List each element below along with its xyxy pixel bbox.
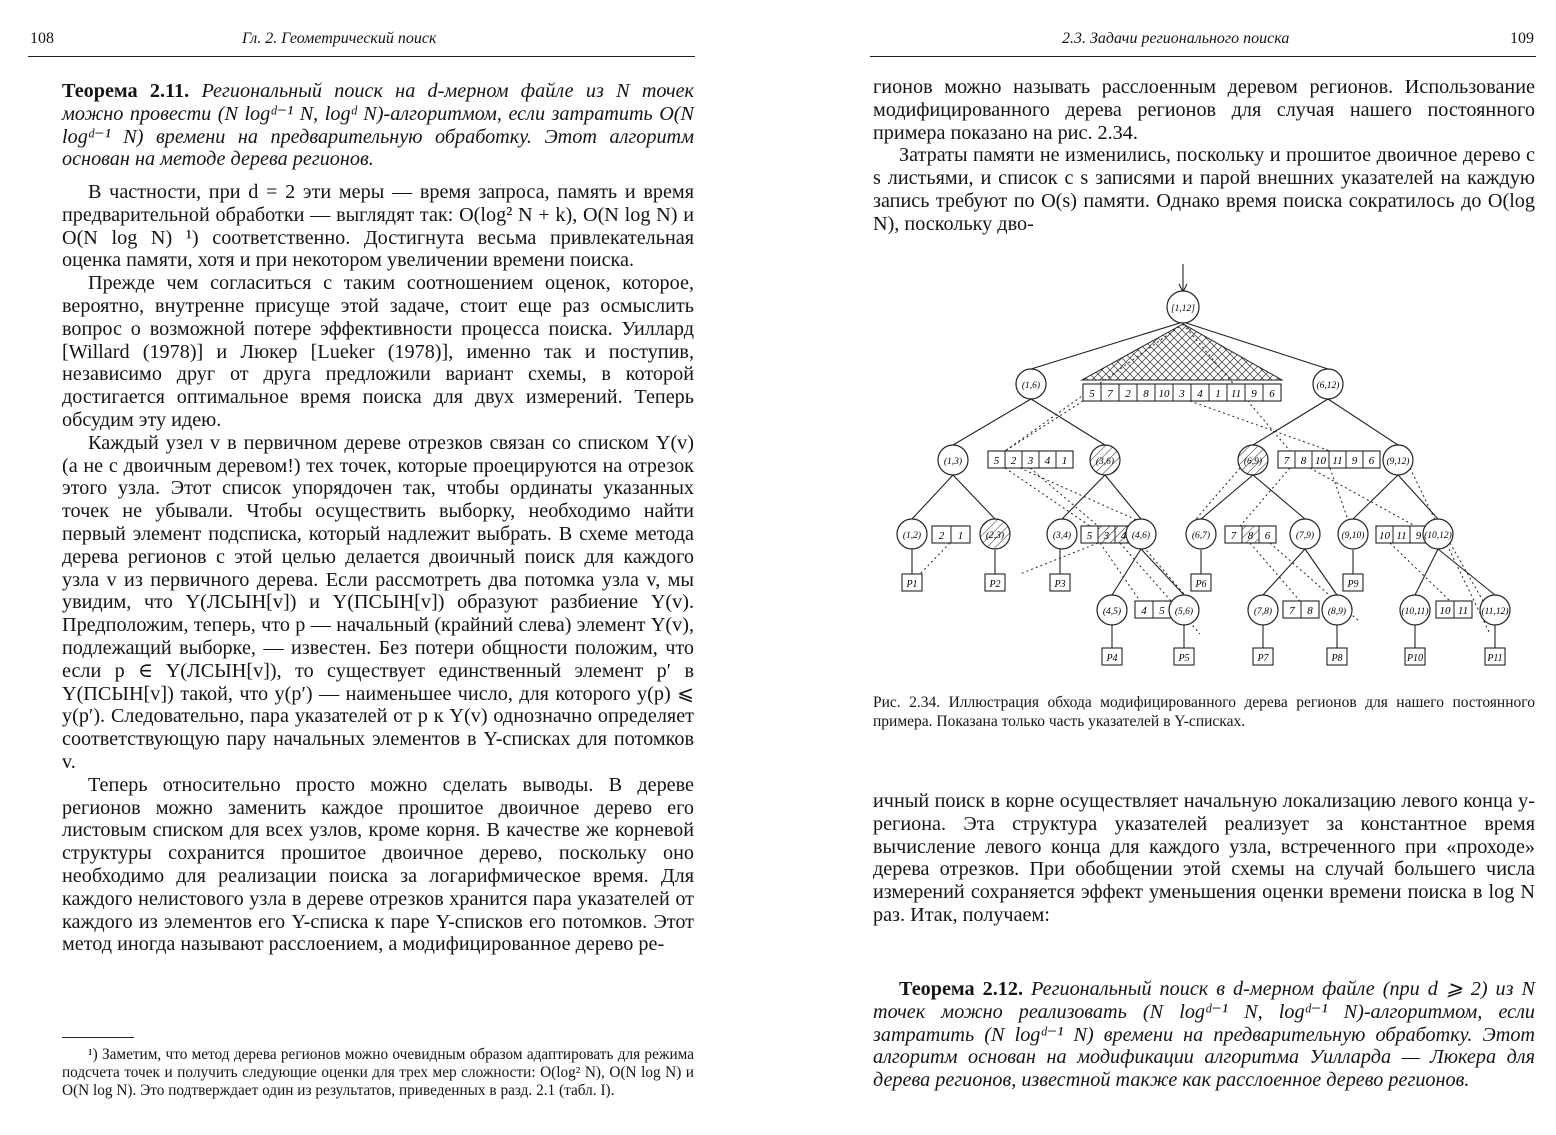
list-1-6-cell: 5 (993, 455, 1000, 467)
list-1-6-cell: 3 (1027, 455, 1034, 467)
list-1-6-cell: 2 (1010, 455, 1017, 467)
theorem-2-12-label: Теорема 2.12. (899, 978, 1024, 1000)
right-paragraph-3: ичный поиск в корне осуществляет начальную локализацию левого конца y-региона. Эта структура указателей реализует за константное время вычисление левого конца для каждого узла, встреченного при «проходе» дерева отрезков. При обобщении этой схемы на случай большего числа измерений сохраняется эффект уменьшения оценки времени поиска в log N раз. Итак, получаем: (873, 790, 1535, 926)
list-pointer (920, 543, 950, 574)
list-pointer (1250, 543, 1300, 601)
list-pointer (1100, 543, 1140, 601)
right-running-head: 2.3. Задачи регионального поиска (1062, 30, 1290, 47)
root-list-cell: 4 (1197, 388, 1203, 400)
point-label: P8 (1331, 653, 1343, 664)
tree-edge (1398, 475, 1438, 519)
threaded-tree-triangle (1082, 324, 1282, 380)
footnote-text: ¹) Заметим, что метод дерева регионов можно очевидным образом адаптировать для режима подсчета точек и получить следующие оценки для трех мер сложности: O(log² N), O(N log N) и O(N log N). Это подтверждает один из результатов, приведенных в разд. 2.1 (табл. I). (62, 1046, 694, 1100)
right-paragraph-1: гионов можно называть расслоенным деревом регионов. Использование модифицированного дерева регионов для случая нашего постоянного примера показано на рис. 2.34. (873, 76, 1535, 144)
theorem-2-11-label: Теорема 2.11. (62, 80, 190, 102)
list-6-12-cell: 10 (1315, 455, 1326, 467)
point-label: P6 (1195, 579, 1207, 590)
theorem-2-12-text: Региональный поиск в d-мерном файле (при d ⩾ 2) из N точек можно реализовать (N logᵈ⁻¹ N, logᵈ⁻¹ N)-алгоритмом, если затратить (N logᵈ⁻¹ N) времени на предварительную обработку. Этот алгоритм основан на модификации алгоритма Уилларда — Люкера для дерева регионов, известной также как расслоенное дерево регионов. (873, 978, 1535, 1092)
root-list-cell: 1 (1215, 388, 1221, 400)
tree-node-label: (4,5) (1102, 607, 1122, 617)
tree-node-label: (6,9) (1243, 457, 1263, 467)
list-1-6-cell: 4 (1044, 455, 1051, 467)
tree-edge (1105, 475, 1141, 519)
point-label: P11 (1487, 653, 1503, 664)
root-list-cell: 2 (1125, 388, 1131, 400)
tree-edge (1062, 475, 1105, 519)
tree-edge (1328, 399, 1398, 445)
footnote-rule (62, 1037, 134, 1038)
left-paragraph-3: Каждый узел v в первичном дереве отрезков связан со списком Y(v) (а не с двоичным деревом!) тех точек, которые проецируются на отрезок этого узла. Этот список упорядочен так, чтобы ординаты указанных точек не убывали. Чтобы осуществить выборку, необходимо найти первый элемент подсписка, который надлежит выбрать. В схеме метода дерева регионов с этой целью делается двоичный поиск для каждого узла v из первичного дерева. Если рассмотреть два потомка узла v, мы увидим, что Y(ЛСЫН[v]) и Y(ПСЫН[v]) образуют разбиение Y(v). Предположим, теперь, что p — начальный (крайний слева) элемент Y(v), подлежащий выборке, — известен. Без потери общности положим, что если p ∈ Y(ЛСЫН[v]), то существует единственный элемент p′ в Y(ПСЫН[v]) такой, что y(p′) — наименьшее число, для которого y(p) ⩽ y(p′). Следовательно, пара указателей от p к Y(v) однозначно определяет соответствующую пару начальных элементов в Y-списках для потомков v. (62, 431, 694, 773)
tree-node-label: (5,6) (1174, 607, 1194, 617)
list-pointer (1240, 468, 1290, 526)
root-list-cell: 7 (1107, 388, 1113, 400)
list-6-9-cell: 6 (1264, 530, 1271, 542)
left-running-head: Гл. 2. Геометрический поиск (242, 30, 437, 47)
root-list-cell: 11 (1230, 388, 1242, 400)
list-6-12-cell: 9 (1351, 455, 1358, 467)
root-list-cell: 9 (1251, 388, 1257, 400)
root-list-cell: 10 (1158, 388, 1170, 400)
tree-node-label: (9,10) (1341, 531, 1365, 541)
list-6-12-cell: 7 (1283, 455, 1290, 467)
left-paragraph-2: Прежде чем согласиться с таким соотношением оценок, которое, вероятно, внутренне присуще этой задаче, стоит еще раз осмыслить вопрос о возможной потере эффективности процесса поиска. Уиллард [Willard (1978)] и Люкер [Lueker (1978)], именно так и поступив, независимо друг от друга предложили вариант схемы, в которой достигается оптимальное время поиска для двух измерений. Теперь обсудим эту идею. (62, 272, 694, 431)
tree-edge (1112, 549, 1141, 595)
root-list-cell: 8 (1143, 388, 1149, 400)
left-paragraph-1: В частности, при d = 2 эти меры — время запроса, память и время предварительной обработки — выглядят так: O(log² N + k), O(N log N) и O(N log N) ¹) соответственно. Достигнута весьма привлекательная оценка памяти, хотя и при некотором увеличении времени поиска. (62, 181, 694, 272)
theorem-2-11-text: Региональный поиск на d-мерном файле из N точек можно провести (N logᵈ⁻¹ N, logᵈ N)-алгоритмом, если затратить O(N logᵈ⁻¹ N) времени на предварительную обработку. Этот алгоритм основан на методе дерева регионов. (62, 80, 695, 171)
point-label: P7 (1257, 653, 1269, 664)
tree-edge (1253, 399, 1328, 445)
list-pointer (1330, 468, 1350, 526)
tree-edge (953, 399, 1031, 445)
point-label: P10 (1406, 653, 1424, 664)
left-page (0, 0, 760, 1135)
list-6-9-cell: 7 (1230, 530, 1237, 542)
tree-edge (1415, 549, 1438, 595)
tree-node-label: (8,9) (1327, 607, 1347, 617)
tree-node-label: (6,12) (1316, 381, 1340, 391)
list-7-9-cell: 8 (1307, 605, 1313, 617)
figure-caption-text: Рис. 2.34. Иллюстрация обхода модифицированного дерева регионов для нашего постоянного примера. Показана только часть указателей в Y-списках. (873, 694, 1535, 730)
figure-caption (873, 694, 1535, 731)
left-header-rule (28, 56, 695, 57)
tree-node-label: (10,11) (1401, 607, 1429, 617)
list-1-3-cell: 1 (957, 530, 964, 542)
list-pointer (1140, 543, 1190, 601)
list-1-6-cell: 1 (1061, 455, 1068, 467)
list-10-12-cell: 11 (1457, 605, 1469, 617)
tree-node-label: (1,6) (1021, 381, 1041, 391)
theorem-2-11 (62, 80, 694, 171)
list-pointer (1190, 468, 1240, 526)
list-9-12-cell: 11 (1396, 530, 1407, 542)
tree-node-label: (7,9) (1295, 531, 1315, 541)
tree-edge (1141, 549, 1184, 595)
list-pointer (1005, 468, 1090, 526)
right-body-mid (873, 790, 1535, 927)
root-list-cell: 3 (1179, 388, 1185, 400)
tree-edge (912, 475, 953, 519)
list-4-6-cell: 4 (1141, 605, 1147, 617)
footnote (62, 1046, 694, 1101)
tree-node-label: [1,12] (1170, 304, 1196, 314)
list-6-12-cell: 11 (1332, 455, 1343, 467)
point-label: P1 (906, 579, 918, 590)
tree-node-label: (4,6) (1131, 531, 1151, 541)
layered-range-tree-figure (890, 262, 1550, 672)
root-list-cell: 6 (1269, 388, 1275, 400)
list-10-12-cell: 10 (1439, 605, 1451, 617)
list-9-12-cell: 9 (1415, 530, 1422, 542)
list-6-12-cell: 6 (1368, 455, 1375, 467)
tree-node-label: (1,2) (902, 531, 922, 541)
right-body-top (873, 76, 1535, 236)
tree-node-label: (3,6) (1095, 457, 1115, 467)
tree-node-label: (9,12) (1386, 457, 1410, 467)
list-pointer (1190, 401, 1330, 451)
point-label: P2 (989, 579, 1001, 590)
right-page-number: 109 (1510, 30, 1534, 47)
point-label: P4 (1106, 653, 1118, 664)
tree-edge (1438, 549, 1495, 595)
tree-node-label: (2,3) (985, 531, 1005, 541)
theorem-2-12 (873, 978, 1535, 1092)
point-label: P3 (1054, 579, 1066, 590)
tree-edge (1201, 475, 1253, 519)
left-paragraph-4: Теперь относительно просто можно сделать выводы. В дереве регионов можно заменить каждое прошитое двоичное дерево его листовым списком для всех узлов, кроме корня. В качестве же корневой структуры сохранится прошитое двоичное дерево, поскольку оно необходимо для реализации поиска за логарифмическое время. Для каждого нелистового узла в дереве отрезков хранится пара указателей от каждого из элементов его Y-списка к паре Y-списков его потомков. Этот метод иногда называют расслоением, а модифицированное дерево ре- (62, 773, 694, 956)
tree-node-label: (6,7) (1191, 531, 1211, 541)
list-pointer (1020, 468, 1150, 526)
list-4-6-cell: 5 (1159, 605, 1165, 617)
tree-node-label: (3,4) (1052, 531, 1072, 541)
tree-edge (1263, 549, 1305, 595)
tree-edge (1353, 475, 1398, 519)
tree-node-label: (10,12) (1424, 531, 1452, 541)
point-label: P9 (1347, 579, 1359, 590)
left-page-number: 108 (30, 30, 54, 47)
root-list-cell: 5 (1089, 388, 1095, 400)
list-6-9-cell: 8 (1247, 530, 1254, 542)
list-1-3-cell: 2 (938, 530, 945, 542)
right-paragraph-2: Затраты памяти не изменились, поскольку и прошитое двоичное дерево с s листьями, и список с s записями и парой внешних указателей на каждую запись требуют по O(s) памяти. Однако время поиска сократилось до O(log N), поскольку дво- (873, 144, 1535, 235)
list-3-6-cell: 4 (1120, 530, 1127, 542)
list-7-9-cell: 7 (1289, 605, 1295, 617)
list-3-6-cell: 3 (1103, 530, 1110, 542)
list-9-12-cell: 10 (1379, 530, 1390, 542)
list-6-12-cell: 8 (1300, 455, 1307, 467)
tree-node-label: (7,8) (1253, 607, 1273, 617)
list-3-6-cell: 5 (1086, 530, 1093, 542)
tree-node-label: (11,12) (1481, 607, 1509, 617)
tree-node-label: (1,3) (943, 457, 963, 467)
tree-edge (1253, 475, 1305, 519)
left-body (62, 181, 694, 956)
point-label: P5 (1178, 653, 1190, 664)
list-pointer (1005, 401, 1083, 451)
tree-edge (1305, 549, 1337, 595)
right-header-rule (870, 56, 1536, 57)
tree-edge (953, 475, 995, 519)
